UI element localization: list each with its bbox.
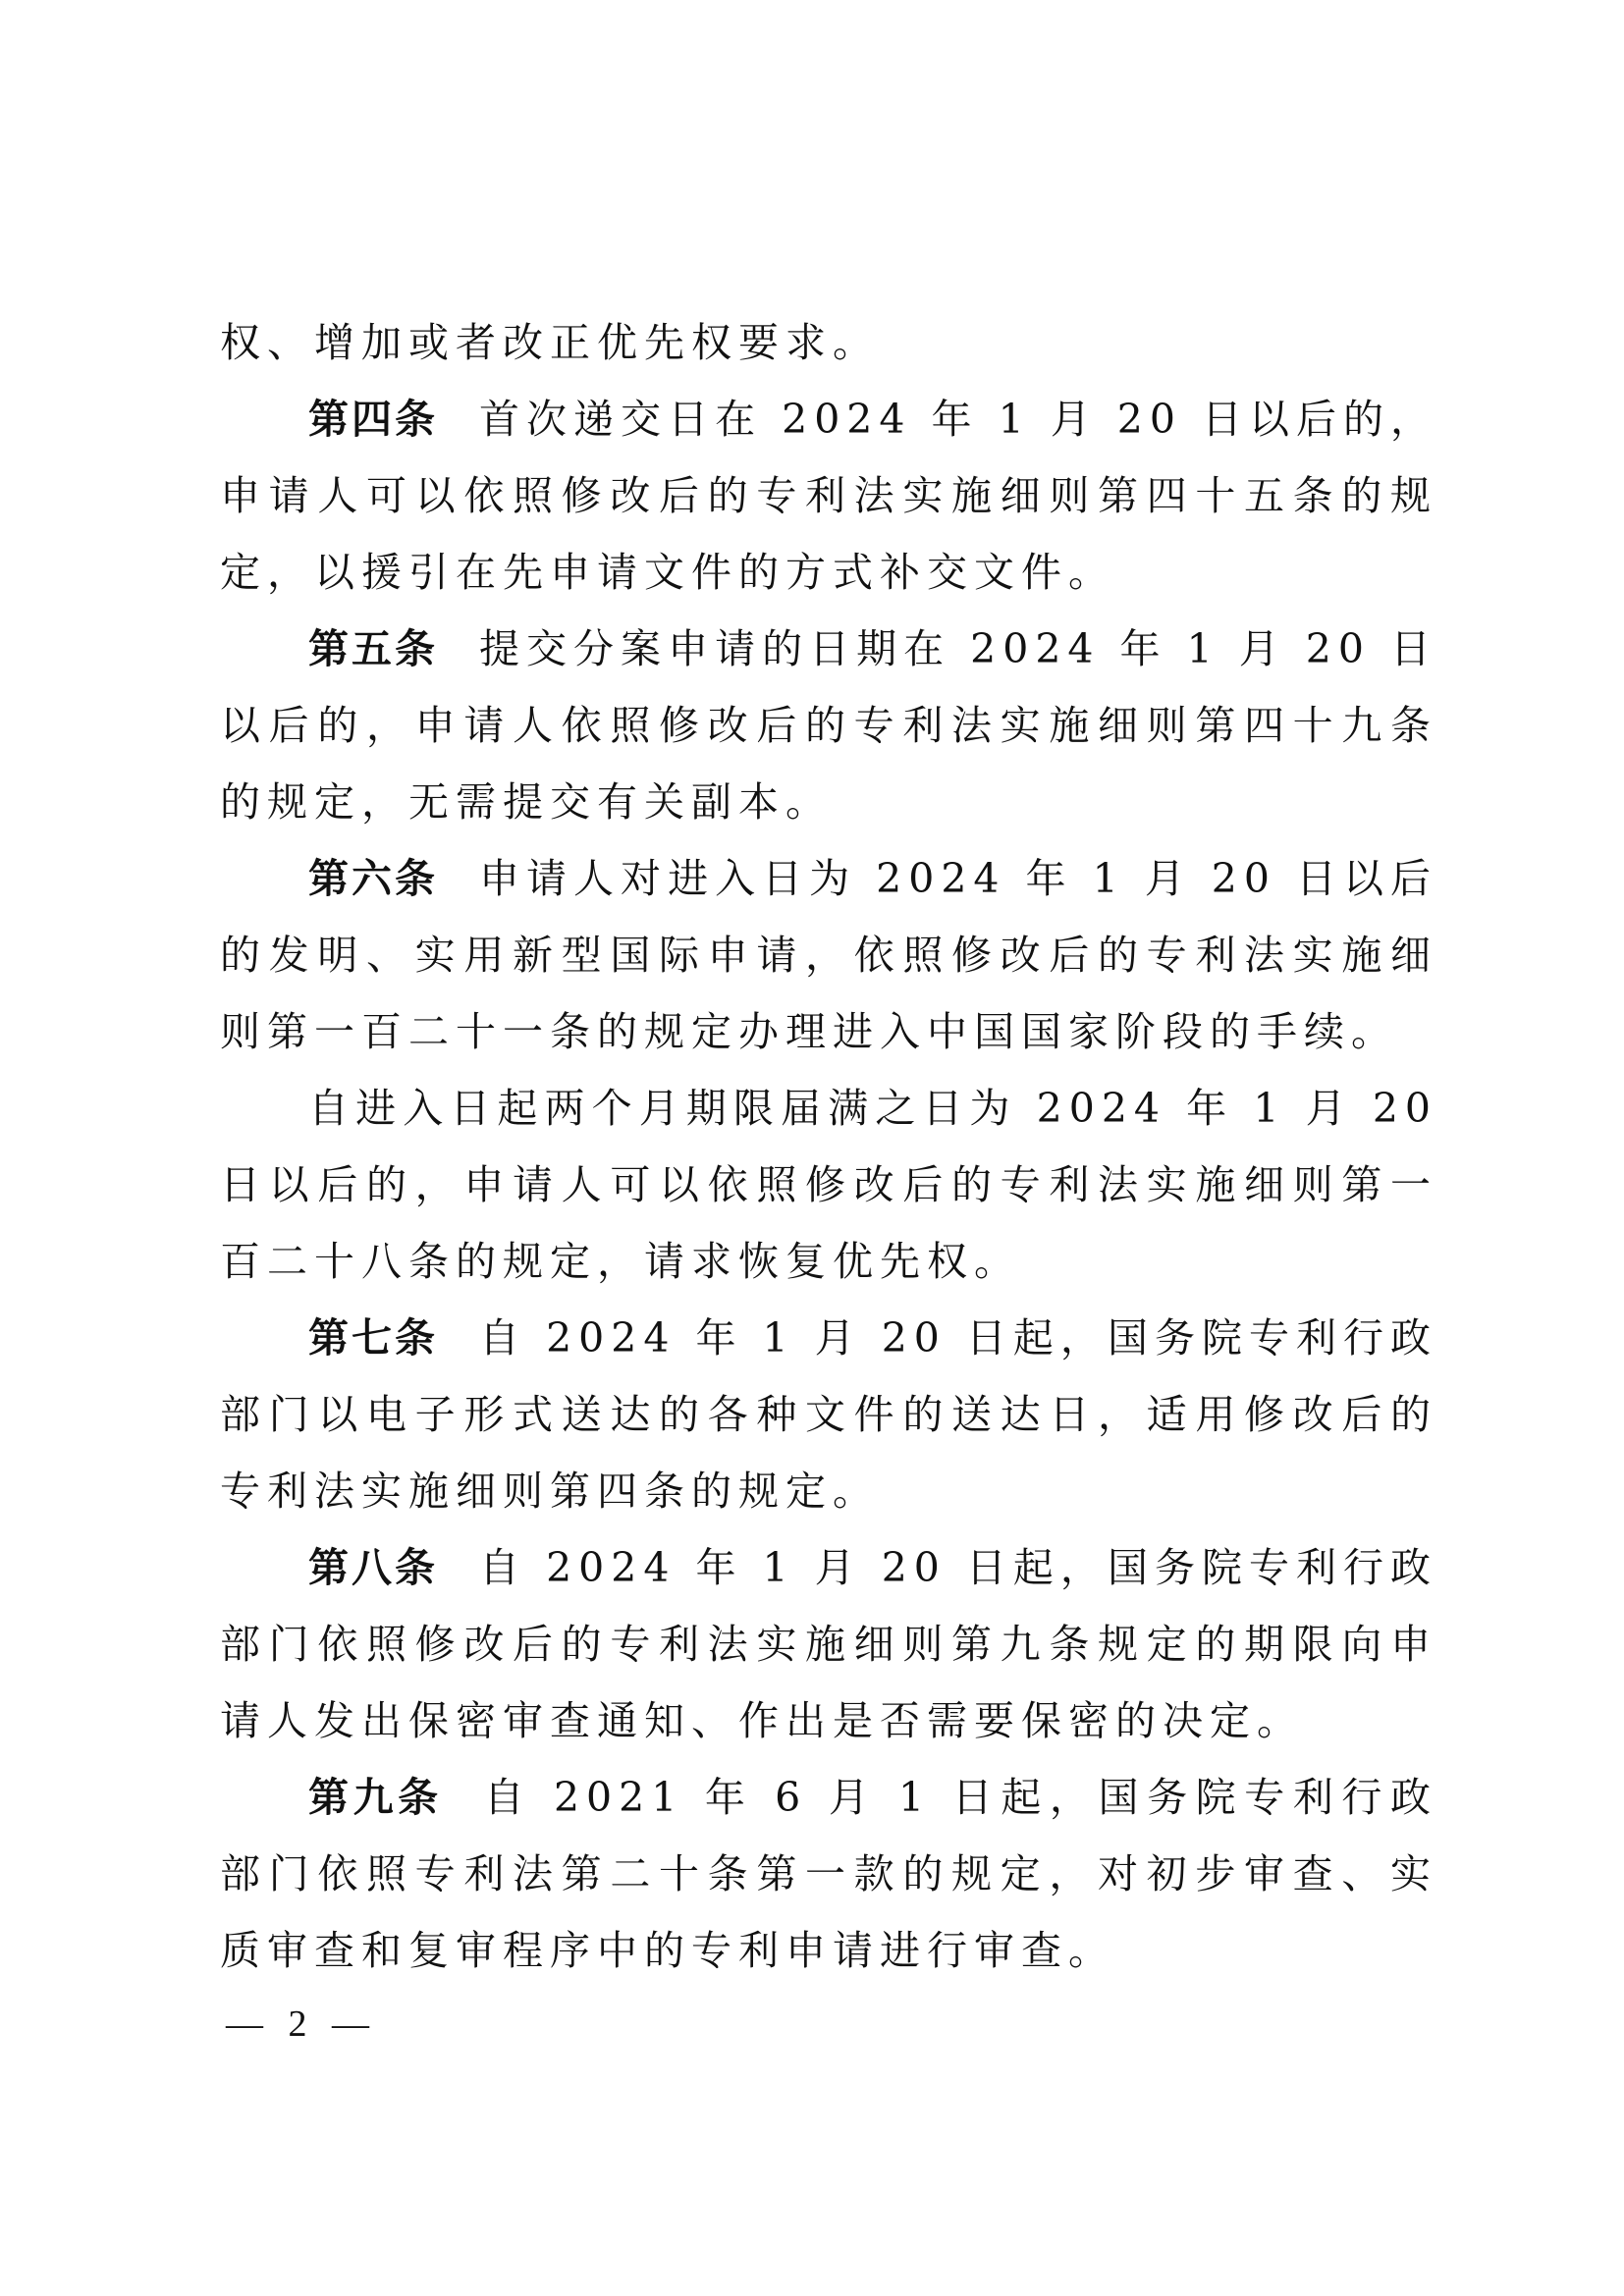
article-9 [220,1759,1437,1989]
paragraph-text: 提交分案申请的日期在 2024 年 1 月 20 日以后的，申请人依照修改后的专利法实施细则第四十九条的规定，无需提交有关副本。 [220,625,1437,826]
article-4 [220,381,1437,611]
article-label: 第六条 [308,855,439,902]
article-6-paragraph-2 [220,1070,1437,1300]
article-5 [220,611,1437,840]
paragraph-text: 自进入日起两个月期限届满之日为 2024 年 1 月 20 日以后的，申请人可以依照修改后的专利法实施细则第一百二十八条的规定，请求恢复优先权。 [220,1085,1437,1285]
paragraph-text: 权、增加或者改正优先权要求。 [220,319,880,366]
article-label: 第五条 [308,625,439,672]
article-6 [220,840,1437,1070]
paragraph-text: 自 2024 年 1 月 20 日起，国务院专利行政部门依照修改后的专利法实施细则第九条规定的期限向申请人发出保密审查通知、作出是否需要保密的决定。 [220,1544,1437,1744]
page-number: — 2 — [226,2003,377,2045]
paragraph-text: 自 2024 年 1 月 20 日起，国务院专利行政部门以电子形式送达的各种文件的送达日，适用修改后的专利法实施细则第四条的规定。 [220,1314,1437,1515]
article-label: 第四条 [308,396,439,443]
article-label: 第八条 [308,1544,439,1591]
paragraph-text: 首次递交日在 2024 年 1 月 20 日以后的，申请人可以依照修改后的专利法实施细则第四十五条的规定，以援引在先申请文件的方式补交文件。 [220,396,1437,596]
paragraph-text: 申请人对进入日为 2024 年 1 月 20 日以后的发明、实用新型国际申请，依照修改后的专利法实施细则第一百二十一条的规定办理进入中国国家阶段的手续。 [220,855,1437,1055]
document-body [220,304,1437,1989]
paragraph-continuation [220,304,1437,381]
article-8 [220,1529,1437,1759]
paragraph-text: 自 2021 年 6 月 1 日起，国务院专利行政部门依照专利法第二十条第一款的规定，对初步审查、实质审查和复审程序中的专利申请进行审查。 [220,1774,1437,1974]
article-label: 第七条 [308,1314,439,1362]
article-7 [220,1300,1437,1529]
article-label: 第九条 [308,1774,443,1821]
